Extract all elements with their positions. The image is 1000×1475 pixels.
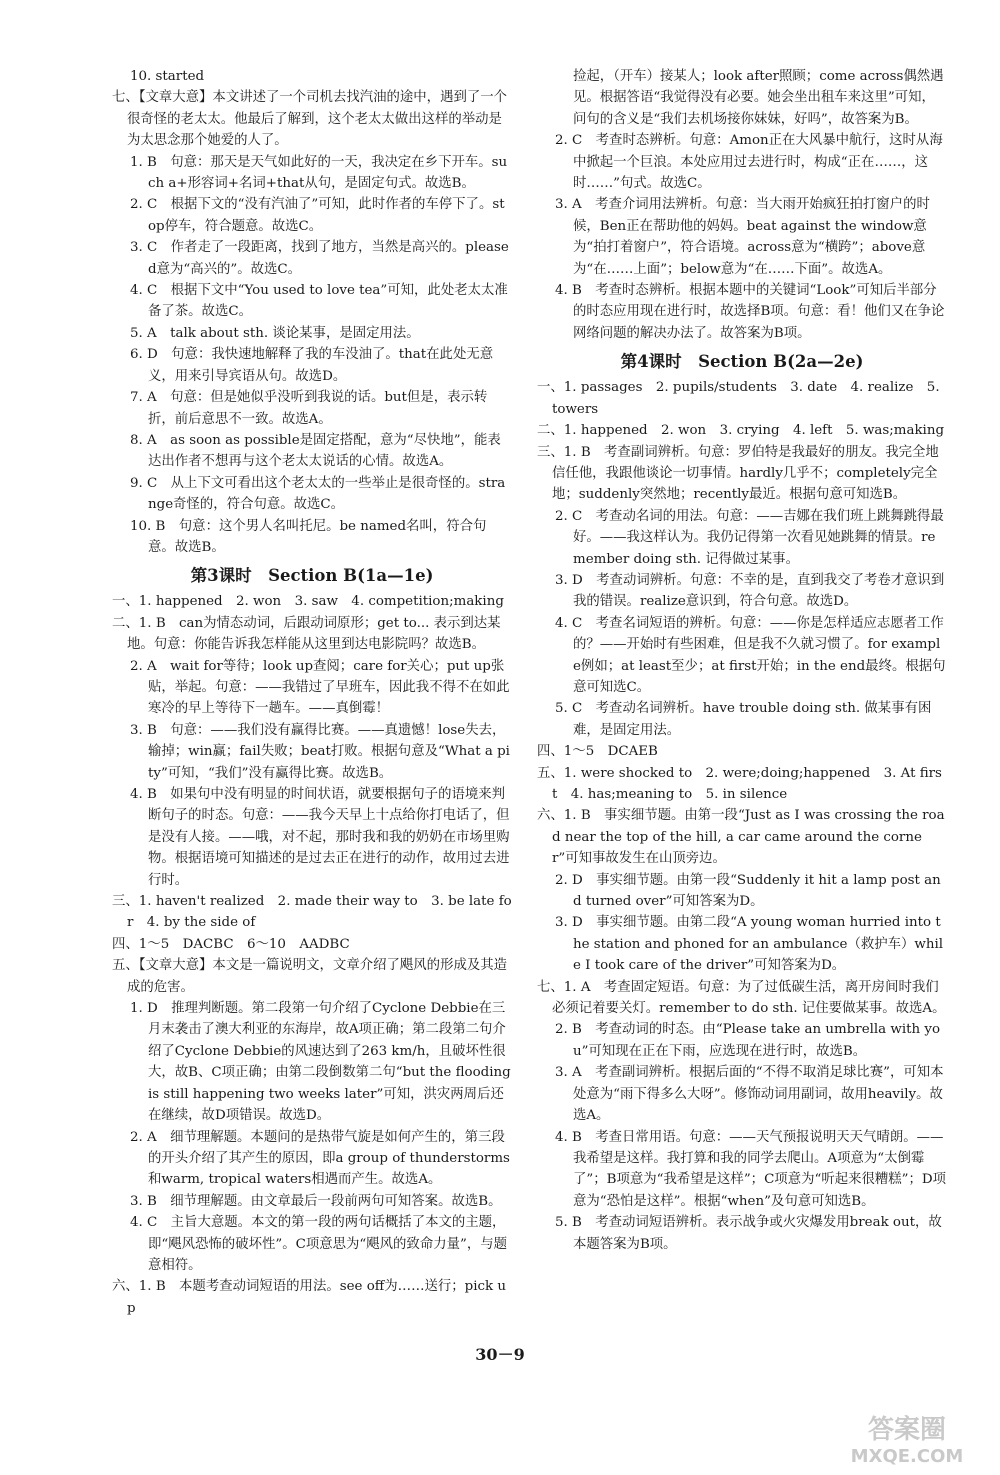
answer-item: 4. C 根据下文中“You used to love tea”可知，此处老太太准备了茶。故选C。 — [130, 283, 508, 320]
answer-item: 8. A as soon as possible是固定搭配，意为“尽快地”，能表达出作者不想再与这个老太太说话的心情。故选A。 — [130, 432, 501, 470]
answer-item: 4. B 考查日常用语。句意：——天气预报说明天天气晴朗。——我希望是这样。我打算和我的同学去爬山。A项意为“太倒霉了”；B项意为“我希望是这样”；C项意为“听起来很糟糕”；D项意为“恐怕是这样”。根据“when”及句意可知选B。 — [555, 1129, 947, 1209]
answer-section: 六、1. B 事实细节题。由第一段“Just as I was crossing the road near the top of the hill, a car came around the corner”可知事故发生在山顶旁边。 — [537, 808, 945, 867]
answer-item: 2. C 根据下文的“没有汽油了”可知，此时作者的车停下了。stop停车，符合题意。故选C。 — [130, 197, 505, 234]
answer-section: 五、【文章大意】本文是一篇说明文，文章介绍了飓风的形成及其造成的危害。 — [112, 958, 508, 995]
answer-item: 5. C 考查动名词辨析。have trouble doing sth. 做某事有困难，是固定用法。 — [555, 701, 932, 738]
answer-item: 2. C 考查动名词的用法。句意：——吉娜在我们班上跳舞跳得最好。——我这样认为。我仍记得第一次看见她跳舞的情景。remember doing sth. 记得做过某事。 — [555, 508, 944, 567]
answer-section: 六、1. B 本题考查动词短语的用法。see off为……送行；pick up — [112, 1279, 506, 1316]
answer-item: 4. C 考查名词短语的辨析。句意：——你是怎样适应志愿者工作的？——开始时有些困难，但是我不久就习惯了。for example例如；at least至少；at first开始；in the end最终。根据句意可知选C。 — [555, 615, 946, 695]
answer-item: 4. B 考查时态辨析。根据本题中的关键词“Look”可知后半部分的时态应用现在进行时，故选择B项。句意：看！他们又在争论网络问题的解决办法了。故答案为B项。 — [555, 283, 945, 341]
answer-item: 6. D 句意：我快速地解释了我的车没油了。that在此处无意义，用来引导宾语从句。故选D。 — [130, 347, 494, 384]
answer-section: 七、1. A 考查固定短语。句意：为了过低碳生活，离开房间时我们必须记着要关灯。remember to do sth. 记住要做某事。故选A。 — [537, 979, 946, 1017]
answer-item: 3. D 考查动词辨析。句意：不幸的是，直到我交了考卷才意识到我的错误。realize意识到，符合句意。故选D。 — [555, 572, 945, 610]
answer-item: 3. C 作者走了一段距离，找到了地方，当然是高兴的。pleased意为“高兴的”。故选C。 — [130, 240, 509, 277]
answer-item: 2. D 事实细节题。由第一段“Suddenly it hit a lamp post and turned over”可知答案为D。 — [555, 872, 941, 910]
left-column — [112, 66, 512, 1319]
answer-item: 3. B 句意：——我们没有赢得比赛。——真遗憾！lose失去，输掉；win赢；fail失败；beat打败。根据句意及“What a pity”可知，“我们”没有赢得比赛。故选B。 — [130, 722, 510, 781]
answer-section: 四、1～5 DCAEB — [537, 744, 658, 760]
answer-item: 4. B 如果句中没有明显的时间状语，就要根据句子的语境来判断句子的时态。句意：——我今天早上十点给你打电话了，但是没有人接。——哦，对不起，那时我和我的奶奶在市场里购物。根据语境可知描述的是过去正在进行的动作，故用过去进行时。 — [130, 787, 510, 888]
answer-item: 9. C 从上下文可看出这个老太太的一些举止是很奇怪的。strange奇怪的，符合句意。故选C。 — [130, 475, 506, 513]
answer-section: 一、1. happened 2. won 3. saw 4. competition;making — [112, 594, 504, 610]
answer-item: 3. B 细节理解题。由文章最后一段前两句可知答案。故选B。 — [130, 1193, 502, 1209]
answer-item: 5. B 考查动词短语辨析。表示战争或火灾爆发用break out，故本题答案为B项。 — [555, 1215, 942, 1252]
right-column — [537, 66, 947, 1255]
answer-item: 10. B 句意：这个男人名叫托尼。be named名叫，符合句意。故选B。 — [130, 518, 487, 555]
watermark-logo — [832, 1408, 982, 1468]
answer-section: 二、1. B can为情态动词，后跟动词原形；get to... 表示到达某地。句意：你能告诉我怎样能从这里到达电影院吗？故选B。 — [112, 615, 501, 653]
answer-continuation: 捡起，（开车）接某人；look after照顾；come across偶然遇见。根据答语“我觉得没有必要。她会坐出租车来这里”可知，问句的含义是“我们去机场接你妹妹，好吗”，故答案为B。 — [573, 69, 944, 127]
answer-section: 七、【文章大意】本文讲述了一个司机去找汽油的途中，遇到了一个很奇怪的老太太。他最后了解到，这个老太太做出这样的举动是为太思念那个她爱的人了。 — [112, 90, 508, 149]
section-heading: 第3课时 Section B(1a—1e) — [190, 566, 434, 586]
answer-item: 1. B 句意：那天是天气如此好的一天，我决定在乡下开车。such a+形容词+名词+that从句，是固定句式。故选B。 — [130, 154, 508, 192]
answer-item: 5. A talk about sth. 谈论某事，是固定用法。 — [130, 325, 420, 341]
answer-item: 2. B 考查动词的时态。由“Please take an umbrella with you”可知现在正在下雨，应选现在进行时，故选B。 — [555, 1022, 941, 1059]
page-number: 30－9 — [475, 1345, 525, 1364]
answer-item: 4. C 主旨大意题。本文的第一段的两句话概括了本文的主题，即“飓风恐怖的破坏性”。C项意思为“飓风的致命力量”，与题意相符。 — [130, 1215, 508, 1273]
answer-section: 五、1. were shocked to 2. were;doing;happened 3. At first 4. has;meaning to 5. in silence — [537, 765, 942, 802]
answer-item: 2. A 细节理解题。本题问的是热带气旋是如何产生的，第三段的开头介绍了其产生的原因，即a group of thunderstorms和warm, tropical waters相遇而产生。故选A。 — [130, 1129, 510, 1188]
answer-item: 3. A 考查介词用法辨析。句意：当大雨开始疯狂拍打窗户的时候，Ben正在帮助他的妈妈。beat against the window意为“拍打着窗户”，符合语境。across意为“横跨”；above意为“在……上面”；below意为“在……下面”。故选A。 — [555, 197, 930, 277]
answer-section: 三、1. haven't realized 2. made their way to 3. be late for 4. by the side of — [112, 894, 512, 931]
answer-item: 3. A 考查副词辨析。根据后面的“不得不取消足球比赛”，可知本处意为“雨下得多么大呀”。修饰动词用副词，故用heavily。故选A。 — [555, 1065, 944, 1124]
answer-section: 二、1. happened 2. won 3. crying 4. left 5. was;making — [537, 423, 945, 439]
answer-section: 四、1～5 DACBC 6～10 AADBC — [112, 936, 350, 952]
section-heading: 第4课时 Section B(2a—2e) — [620, 352, 864, 372]
answer-item: 2. A wait for等待；look up查阅；care for关心；put up张贴，举起。句意：——我错过了早班车，因此我不得不在如此寒冷的早上等待下一趟车。——真倒霉！ — [130, 658, 510, 717]
watermark-url: MXQE.COM — [850, 1446, 964, 1467]
answer-item: 1. D 推理判断题。第二段第一句介绍了Cyclone Debbie在三月末袭击了澳大利亚的东海岸，故A项正确；第二段第二句介绍了Cyclone Debbie的风速达到了263 km/h，且破坏性很大，故B、C项正确；由第二段倒数第二句“but the flooding is still happening two weeks later”可知，洪灾两周后还在继续，故D项错误。故选D。 — [130, 1001, 511, 1124]
answer-item: 10. started — [130, 69, 205, 84]
answer-item: 2. C 考查时态辨析。句意：Amon正在大风暴中航行，这时从海中掀起一个巨浪。本处应用过去进行时，构成“正在……，这时……”句式。故选C。 — [555, 133, 943, 192]
watermark-text: 答案圈 — [867, 1415, 947, 1445]
answer-section: 三、1. B 考查副词辨析。句意：罗伯特是我最好的朋友。我完全地信任他，我跟他谈论一切事情。hardly几乎不；completely完全地；suddenly突然地；recently最近。根据句意可知选B。 — [537, 444, 939, 503]
answer-item: 7. A 句意：但是她似乎没听到我说的话。but但是，表示转折，前后意思不一致。故选A。 — [130, 390, 488, 427]
answer-section: 一、1. passages 2. pupils/students 3. date 4. realize 5. towers — [537, 380, 940, 417]
answer-item: 3. D 事实细节题。由第二段“A young woman hurried into the station and phoned for an ambulance（救护车）while I took care of the driver”可知答案为D。 — [555, 915, 944, 974]
